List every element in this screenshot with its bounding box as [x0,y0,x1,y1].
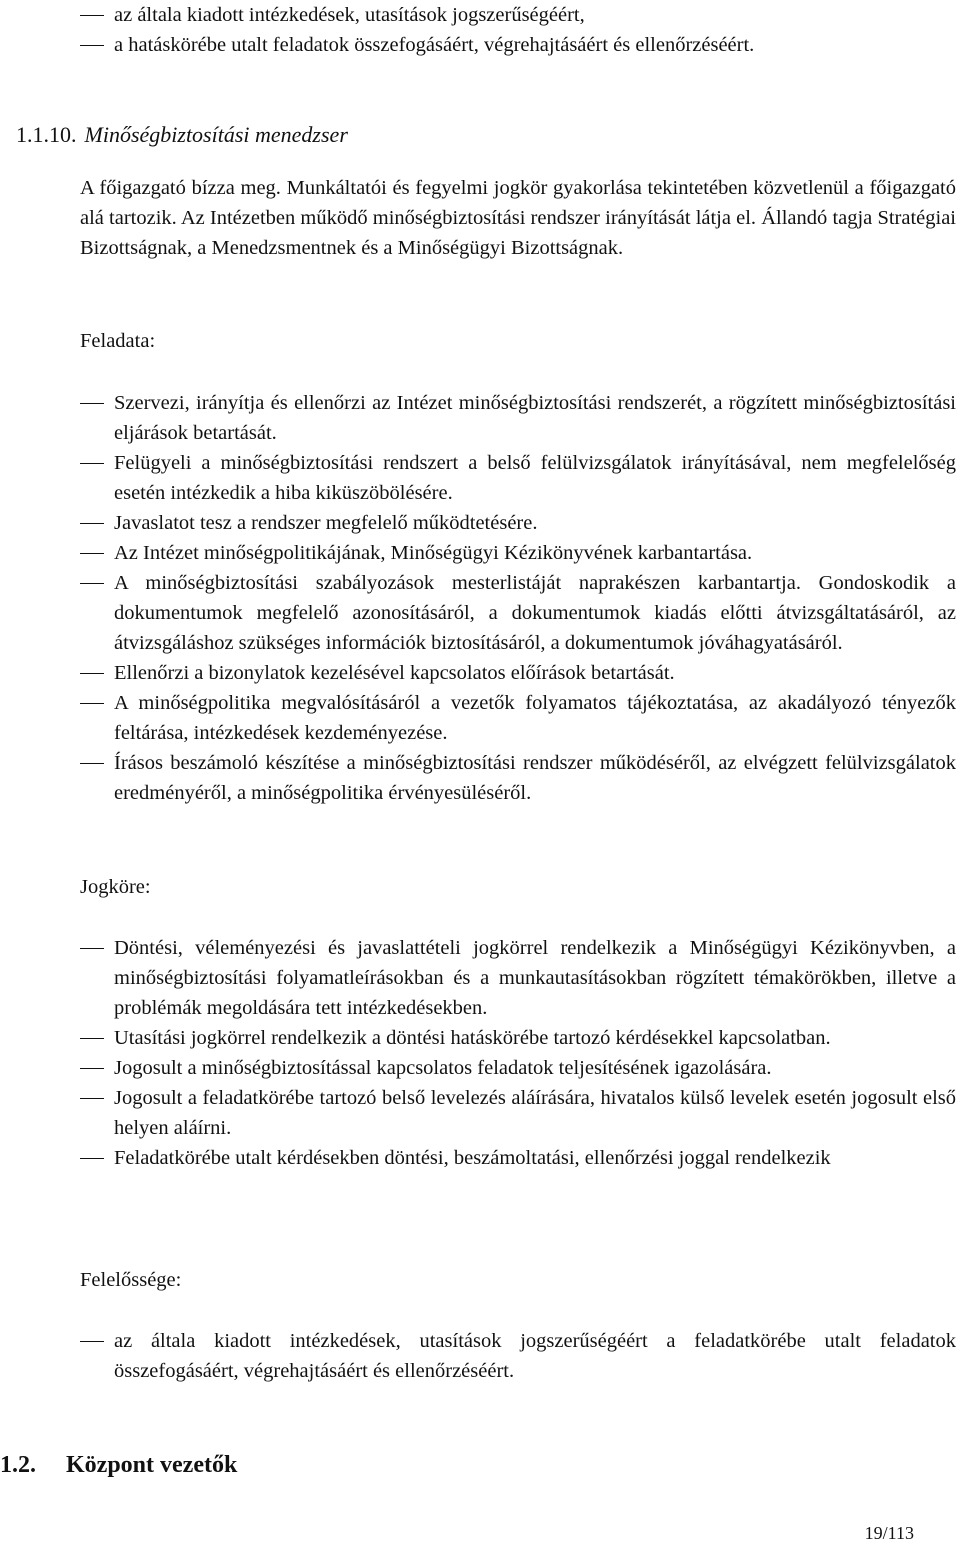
list-item: a hatáskörébe utalt feladatok összefogásáért, végrehajtásáért és ellenőrzéséért. [80,30,956,60]
top-list [80,0,956,60]
list-item: A minőségpolitika megvalósításáról a vezetők folyamatos tájékoztatása, az akadályozó tényezők feltárása, intézkedések kezdeményezése. [80,688,956,748]
list-item: az általa kiadott intézkedések, utasítások jogszerűségéért a feladatkörébe utalt feladatok összefogásáért, végrehajtásáért és ellenőrzéséért. [80,1326,956,1386]
felelossege-list [80,1326,956,1386]
page-number: 19/113 [864,1523,914,1543]
jogkore-label: Jogköre: [80,876,151,898]
felelossege-list-block [80,1326,956,1386]
feladata-label: Feladata: [80,330,156,352]
list-item: Feladatkörébe utalt kérdésekben döntési, beszámoltatási, ellenőrzési joggal rendelkezik [80,1143,956,1173]
top-list-block [80,0,956,60]
feladata-list-block [80,388,956,808]
list-item: Felügyeli a minőségbiztosítási rendszert a belső felülvizsgálatok irányításával, nem megfelelőség esetén intézkedik a hiba kiküszöbölésére. [80,448,956,508]
section-number: 1.1.10. [16,122,77,147]
section-heading-1-2 [0,1450,237,1480]
list-item: az általa kiadott intézkedések, utasítások jogszerűségéért, [80,0,956,30]
list-item: Az Intézet minőségpolitikájának, Minőségügyi Kézikönyvének karbantartása. [80,538,956,568]
section-title: Minőségbiztosítási menedzser [84,122,348,147]
section-number: 1.2. [0,1452,36,1478]
section-title: Központ vezetők [66,1452,238,1478]
list-item: Döntési, véleményezési és javaslattételi jogkörrel rendelkezik a Minőségügyi Kézikönyvben, a minőségbiztosítási folyamatleírásokban és a munkautasításokban rögzített témakörökben, illetve a problémák megoldására tett intézkedésekben. [80,933,956,1023]
jogkore-list [80,933,956,1173]
feladata-list [80,388,956,808]
list-item: Szervezi, irányítja és ellenőrzi az Intézet minőségbiztosítási rendszerét, a rögzített minőségbiztosítási eljárások betartását. [80,388,956,448]
list-item: Javaslatot tesz a rendszer megfelelő működtetésére. [80,508,956,538]
list-item: A minőségbiztosítási szabályozások mesterlistáját naprakészen karbantartja. Gondoskodik a dokumentumok megfelelő azonosításáról, a dokumentumok kiadás előtti átvizsgáltatásáról, az átvizsgáláshoz szükséges információk biztosításáról, a dokumentumok jóváhagyatásáról. [80,568,956,658]
intro-paragraph: A főigazgató bízza meg. Munkáltatói és fegyelmi jogkör gyakorlása tekintetében közvetlenül a főigazgató alá tartozik. Az Intézetben működő minőségbiztosítási rendszer irányítását látja el. Állandó tagja Stratégiai Bizottságnak, a Menedzsmentnek és a Minőségügyi Bizottságnak. [80,177,956,259]
list-item: Ellenőrzi a bizonylatok kezelésével kapcsolatos előírások betartását. [80,658,956,688]
section-heading-1-1-10 [16,120,348,150]
felelossege-label: Felelőssége: [80,1269,182,1291]
jogkore-list-block [80,933,956,1173]
list-item: Jogosult a minőségbiztosítással kapcsolatos feladatok teljesítésének igazolására. [80,1053,956,1083]
intro-paragraph-block [80,173,956,263]
list-item: Utasítási jogkörrel rendelkezik a döntési hatáskörébe tartozó kérdésekkel kapcsolatban. [80,1023,956,1053]
list-item: Jogosult a feladatkörébe tartozó belső levelezés aláírására, hivatalos külső levelek esetén jogosult első helyen aláírni. [80,1083,956,1143]
list-item: Írásos beszámoló készítése a minőségbiztosítási rendszer működéséről, az elvégzett felülvizsgálatok eredményéről, a minőségpolitika érvényesüléséről. [80,748,956,808]
